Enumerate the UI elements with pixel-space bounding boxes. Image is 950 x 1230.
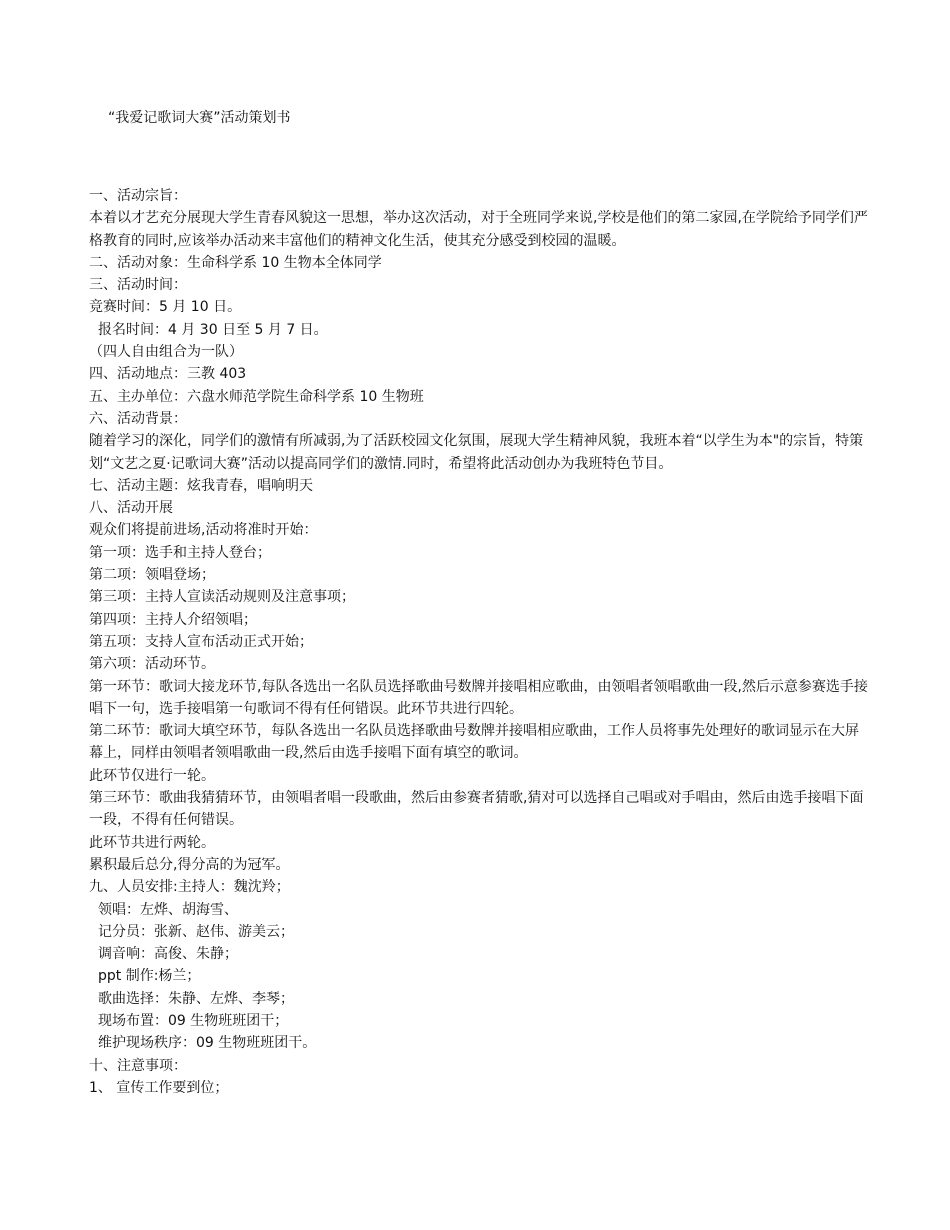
document-line: 第三项：主持人宣读活动规则及注意事项； bbox=[89, 589, 355, 606]
document-line: 第六项：活动环节。 bbox=[89, 656, 215, 673]
document-line: 第四项：主持人介绍领唱； bbox=[89, 611, 257, 628]
document-line: 五、主办单位：六盘水师范学院生命科学系 10 生物班 bbox=[89, 388, 424, 405]
document-line: 此环节共进行两轮。 bbox=[89, 834, 215, 851]
document-line: 十、注意事项： bbox=[89, 1057, 187, 1074]
document-line: 三、活动时间： bbox=[89, 277, 187, 294]
document-line: 八、活动开展 bbox=[89, 500, 173, 517]
document-line: 一、活动宗旨： bbox=[89, 188, 187, 204]
document-line: 维护现场秩序：09 生物班班团干。 bbox=[98, 1035, 317, 1052]
document-line: 第三环节：歌曲我猜猜环节，由领唱者唱一段歌曲，然后由参赛者猜歌,猜对可以选择自己唱或对手唱由，然后由选手接唱下面一段，不得有任何错误。 bbox=[89, 790, 864, 829]
document-body bbox=[89, 185, 869, 1099]
document-line: 记分员：张新、赵伟、游美云； bbox=[98, 923, 294, 940]
document-line: 二、活动对象：生命科学系 10 生物本全体同学 bbox=[89, 254, 382, 271]
document-line: 四、活动地点：三教 403 bbox=[89, 366, 247, 383]
document-line: 六、活动背景： bbox=[89, 410, 187, 427]
document-line: 1、 宣传工作要到位； bbox=[89, 1079, 229, 1096]
document-line: 随着学习的深化，同学们的激情有所减弱,为了活跃校园文化氛围，展现大学生精神风貌，我班本着“以学生为本"的宗旨，特策划“文艺之夏·记歌词大赛”活动以提高同学们的激情.同时，希望将此活动创办为我班特色节目。 bbox=[89, 433, 864, 472]
document-line: 第二项：领唱登场； bbox=[89, 567, 215, 584]
document-line: 歌曲选择：朱静、左烨、李琴； bbox=[98, 990, 294, 1007]
document-line: 观众们将提前进场,活动将准时开始： bbox=[89, 522, 318, 539]
document-line: 本着以才艺充分展现大学生青春风貌这一思想，举办这次活动，对于全班同学来说,学校是他们的第二家园,在学院给予同学们严格教育的同时,应该举办活动来丰富他们的精神文化生活，使其充分感受到校园的温暖。 bbox=[89, 210, 868, 249]
document-line: 九、人员安排:主持人：魏沈羚； bbox=[89, 879, 290, 896]
document-line: 调音响：高俊、朱静； bbox=[98, 946, 238, 963]
document-line: ppt 制作:杨兰； bbox=[98, 968, 201, 985]
document-line: 累积最后总分,得分高的为冠军。 bbox=[89, 856, 290, 873]
document-line: 第一环节：歌词大接龙环节,每队各选出一名队员选择歌曲号数牌并接唱相应歌曲，由领唱者领唱歌曲一段,然后示意参赛选手接唱下一句，选手接唱第一句歌词不得有任何错误。此环节共进行四轮。 bbox=[89, 678, 868, 717]
document-line: 领唱：左烨、胡海雪、 bbox=[98, 901, 238, 918]
document-line: （四人自由组合为一队） bbox=[89, 344, 243, 361]
document-title: “我爱记歌词大赛”活动策划书 bbox=[108, 110, 291, 126]
document-line: 竞赛时间：5 月 10 日。 bbox=[89, 299, 242, 316]
document-line: 第五项：支持人宣布活动正式开始； bbox=[89, 633, 313, 650]
document-line: 现场布置：09 生物班班团干； bbox=[98, 1012, 289, 1029]
document-line: 报名时间：4 月 30 日至 5 月 7 日。 bbox=[98, 321, 328, 338]
document-line: 第二环节：歌词大填空环节，每队各选出一名队员选择歌曲号数牌并接唱相应歌曲，工作人员将事先处理好的歌词显示在大屏幕上，同样由领唱者领唱歌曲一段,然后由选手接唱下面有填空的歌词。 bbox=[89, 723, 859, 762]
document-line: 此环节仅进行一轮。 bbox=[89, 767, 215, 784]
document-line: 第一项：选手和主持人登台； bbox=[89, 544, 271, 561]
document-line: 七、活动主题：炫我青春，唱响明天 bbox=[89, 477, 313, 494]
